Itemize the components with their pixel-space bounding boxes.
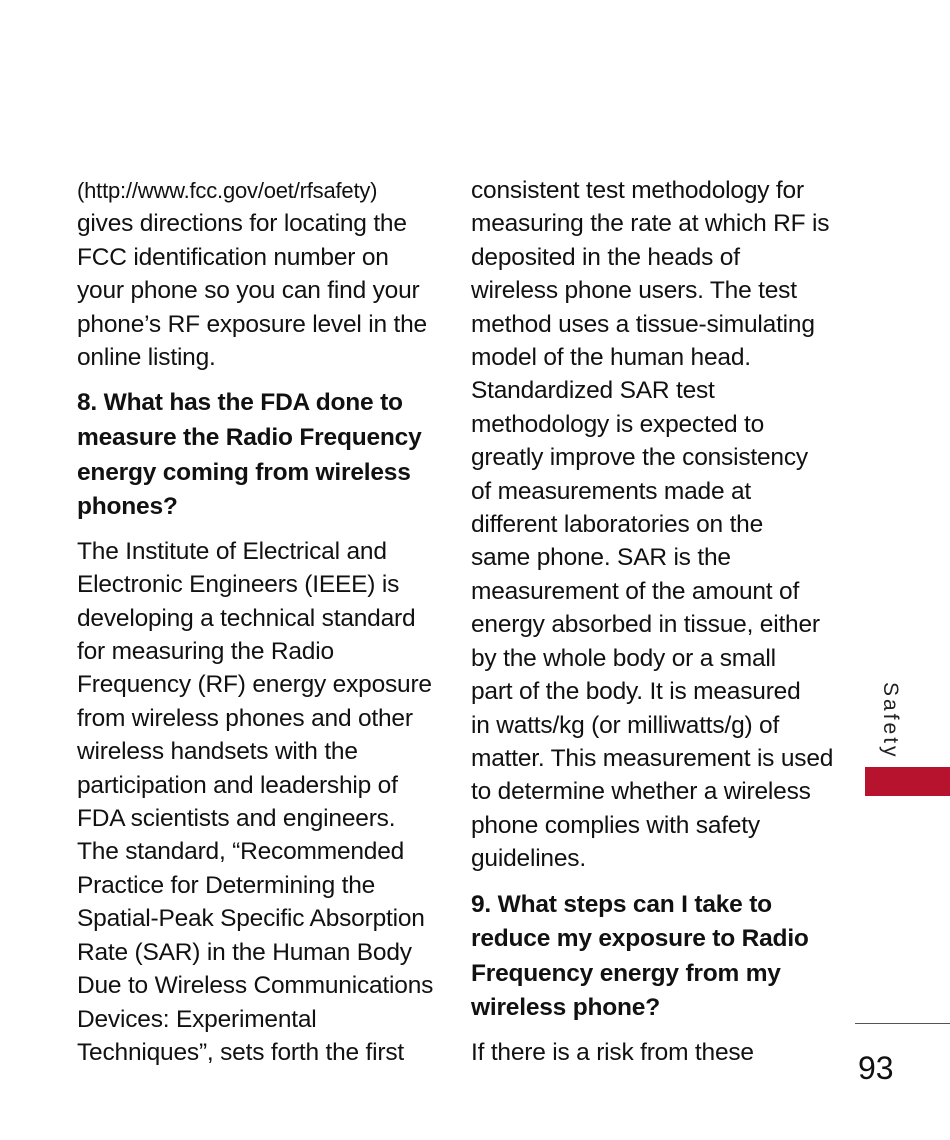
text-line: deposited in the heads of bbox=[471, 243, 740, 271]
text-line: Devices: Experimental bbox=[77, 1005, 317, 1033]
footer-divider bbox=[855, 1023, 950, 1024]
text-line: measurement of the amount of bbox=[471, 577, 800, 605]
text-line: by the whole body or a small bbox=[471, 644, 776, 672]
text-line: phone complies with safety bbox=[471, 811, 760, 839]
text-line: FDA scientists and engineers. bbox=[77, 805, 396, 833]
text-line: in watts/kg (or milliwatts/g) of bbox=[471, 711, 780, 739]
text-line: for measuring the Radio bbox=[77, 638, 334, 666]
text-line: Rate (SAR) in the Human Body bbox=[77, 938, 412, 966]
text-line: same phone. SAR is the bbox=[471, 544, 731, 572]
text-line: measuring the rate at which RF is bbox=[471, 210, 830, 238]
page-number: 93 bbox=[858, 1050, 894, 1086]
text-line: different laboratories on the bbox=[471, 511, 764, 539]
question-9-heading bbox=[471, 888, 831, 1026]
text-line: The Institute of Electrical and bbox=[77, 537, 387, 565]
text-line: FCC identification number on bbox=[77, 243, 389, 271]
text-line: phone’s RF exposure level in the bbox=[77, 310, 427, 338]
right-column bbox=[471, 174, 834, 1069]
text-line: gives directions for locating the bbox=[77, 210, 407, 238]
text-line: energy absorbed in tissue, either bbox=[471, 611, 820, 639]
heading-line: measure the Radio Frequency bbox=[77, 424, 422, 452]
text-line: Electronic Engineers (IEEE) is bbox=[77, 571, 400, 599]
text-line: guidelines. bbox=[471, 845, 586, 873]
text-line: Due to Wireless Communications bbox=[77, 972, 434, 1000]
text-line: Practice for Determining the bbox=[77, 871, 376, 899]
text-line: Techniques”, sets forth the first bbox=[77, 1038, 405, 1066]
heading-line: wireless phone? bbox=[471, 994, 660, 1022]
text-line: methodology is expected to bbox=[471, 410, 765, 438]
text-line: participation and leadership of bbox=[77, 771, 398, 799]
section-label: Safety bbox=[879, 682, 902, 760]
text-line: wireless handsets with the bbox=[77, 738, 358, 766]
sar-methodology-paragraph bbox=[471, 174, 834, 876]
text-line: developing a technical standard bbox=[77, 604, 416, 632]
heading-line: energy coming from wireless bbox=[77, 458, 411, 486]
text-line: greatly improve the consistency bbox=[471, 444, 808, 472]
exposure-risk-paragraph bbox=[471, 1036, 831, 1069]
question-8-heading bbox=[77, 386, 437, 524]
text-line: your phone so you can find your bbox=[77, 277, 420, 305]
text-line: wireless phone users. The test bbox=[471, 277, 797, 305]
text-line: matter. This measurement is used bbox=[471, 744, 834, 772]
text-line: (http://www.fcc.gov/oet/rfsafety) bbox=[77, 178, 378, 203]
section-tab-marker bbox=[865, 767, 950, 796]
text-line: method uses a tissue-simulating bbox=[471, 310, 815, 338]
heading-line: 9. What steps can I take to bbox=[471, 890, 772, 918]
heading-line: Frequency energy from my bbox=[471, 959, 781, 987]
text-line: If there is a risk from these bbox=[471, 1038, 754, 1066]
heading-line: reduce my exposure to Radio bbox=[471, 925, 809, 953]
text-line: to determine whether a wireless bbox=[471, 778, 811, 806]
text-line: from wireless phones and other bbox=[77, 704, 413, 732]
text-line: part of the body. It is measured bbox=[471, 678, 801, 706]
heading-line: phones? bbox=[77, 493, 178, 521]
text-line: Standardized SAR test bbox=[471, 377, 715, 405]
text-line: Spatial-Peak Specific Absorption bbox=[77, 905, 425, 933]
fcc-lookup-paragraph bbox=[77, 174, 437, 374]
left-column bbox=[77, 174, 437, 1069]
heading-line: 8. What has the FDA done to bbox=[77, 389, 403, 417]
text-line: consistent test methodology for bbox=[471, 177, 804, 204]
text-line: online listing. bbox=[77, 344, 216, 372]
text-line: of measurements made at bbox=[471, 477, 752, 505]
text-line: Frequency (RF) energy exposure bbox=[77, 671, 432, 699]
text-line: The standard, “Recommended bbox=[77, 838, 405, 866]
text-line: model of the human head. bbox=[471, 344, 751, 372]
ieee-standard-paragraph bbox=[77, 535, 437, 1070]
